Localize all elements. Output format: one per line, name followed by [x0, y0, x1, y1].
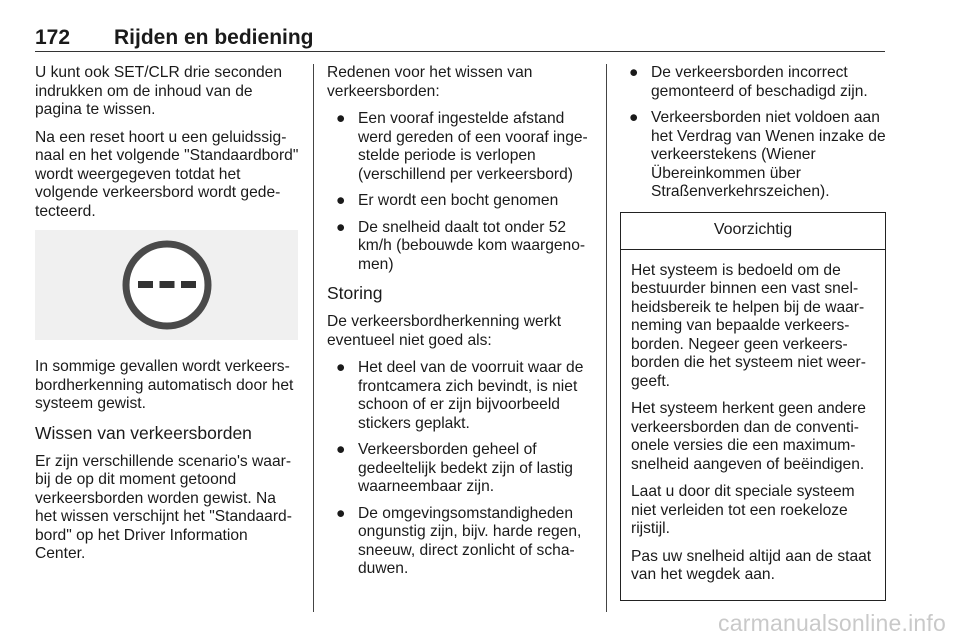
caution-box — [620, 212, 886, 601]
caution-paragraph: Laat u door dit speciale systeem niet verleiden tot een roekeloze rijstijl. — [631, 483, 855, 537]
paragraph-reset: Na een reset hoort u een geluidssignaal en het volgende "Standaardbord" wordt weergegeven totdat het volgende verkeersbord wordt gedetecteerd. — [35, 128, 299, 220]
column-left — [35, 64, 300, 573]
caution-paragraph: Pas uw snelheid altijd aan de staat van het wegdek aan. — [631, 547, 872, 583]
bullet-icon: ● — [336, 218, 346, 236]
paragraph-scenarios: Er zijn verschillende scenario's waarbij de op dit moment getoond verkeersborden worden gewist. Na het wissen verschijnt het "Standaardbord" op het Driver Information Center. — [35, 452, 292, 562]
issues-list-continued — [620, 64, 886, 202]
column-middle — [327, 64, 592, 588]
paragraph-auto-clear: In sommige gevallen wordt verkeersbordherkenning automatisch door het systeem gewist. — [35, 358, 294, 412]
caution-paragraph: Het systeem is bedoeld om de bestuurder binnen een vast snelheidsbereik te helpen bij de waarneming van bepaalde verkeersborden. Negeer geen verkeersborden die het systeem niet weergeeft. — [631, 261, 866, 390]
list-item: ● Verkeersborden niet voldoen aan het Verdrag van Wenen inzake de verkeerstekens (Wiener Übereinkommen über Straßenverkehrszeichen). — [629, 109, 886, 200]
bullet-icon: ● — [336, 110, 346, 127]
issues-list — [327, 359, 592, 579]
list-item: ● De snelheid daalt tot onder 52 km/h (bebouwde kom waargenomen) — [336, 218, 586, 273]
section-heading-storing: Storing — [327, 283, 383, 303]
bullet-icon: ● — [336, 441, 346, 458]
standard-sign-illustration — [35, 230, 298, 340]
paragraph-set-clr: U kunt ook SET/CLR drie seconden indrukken om de inhoud van de pagina te wissen. — [35, 64, 283, 118]
list-item: ● De verkeersborden incorrect gemonteerd of beschadigd zijn. — [629, 64, 868, 100]
list-item: ● Er wordt een bocht genomen — [336, 192, 559, 209]
standard-sign-icon — [117, 235, 217, 335]
bullet-icon: ● — [629, 64, 639, 81]
list-item: ● Een vooraf ingestelde afstand werd gereden of een vooraf ingestelde periode is verlopen (verschillend per verkeersbord) — [336, 110, 588, 183]
page-header — [35, 26, 885, 52]
reasons-list — [327, 110, 592, 274]
page-number: 172 — [35, 26, 71, 49]
paragraph-storing-intro: De verkeersbordherkenning werkt eventueel niet goed als: — [327, 313, 562, 349]
section-heading-clear: Wissen van verkeersborden — [35, 422, 252, 443]
header-divider — [35, 51, 885, 52]
bullet-icon: ● — [336, 192, 346, 209]
paragraph-reasons-intro: Redenen voor het wissen van verkeersborden: — [327, 64, 533, 100]
column-divider-1 — [313, 64, 314, 612]
page-title: Rijden en bediening — [114, 26, 314, 49]
bullet-icon: ● — [336, 504, 346, 522]
list-item: ● De omgevingsomstandigheden ongunstig zijn, bijv. harde regen, sneeuw, direct zonlicht of schaduwen. — [336, 504, 582, 577]
caution-title: Voorzichtig — [621, 213, 885, 250]
bullet-icon: ● — [629, 109, 639, 126]
bullet-icon: ● — [336, 359, 346, 376]
list-item: ● Verkeersborden geheel of gedeeltelijk bedekt zijn of lastig waarneembaar zijn. — [336, 441, 573, 495]
column-divider-2 — [606, 64, 607, 612]
watermark: carmanualsonline.info — [718, 610, 946, 636]
column-right — [620, 64, 886, 601]
caution-body — [621, 250, 885, 600]
list-item: ● Het deel van de voorruit waar de frontcamera zich bevindt, is niet schoon of er zijn bijvoorbeeld stickers geplakt. — [336, 359, 584, 432]
caution-paragraph: Het systeem herkent geen andere verkeersborden dan de conventionele versies die een maximumsnelheid aangeven of beëindigen. — [631, 400, 866, 473]
